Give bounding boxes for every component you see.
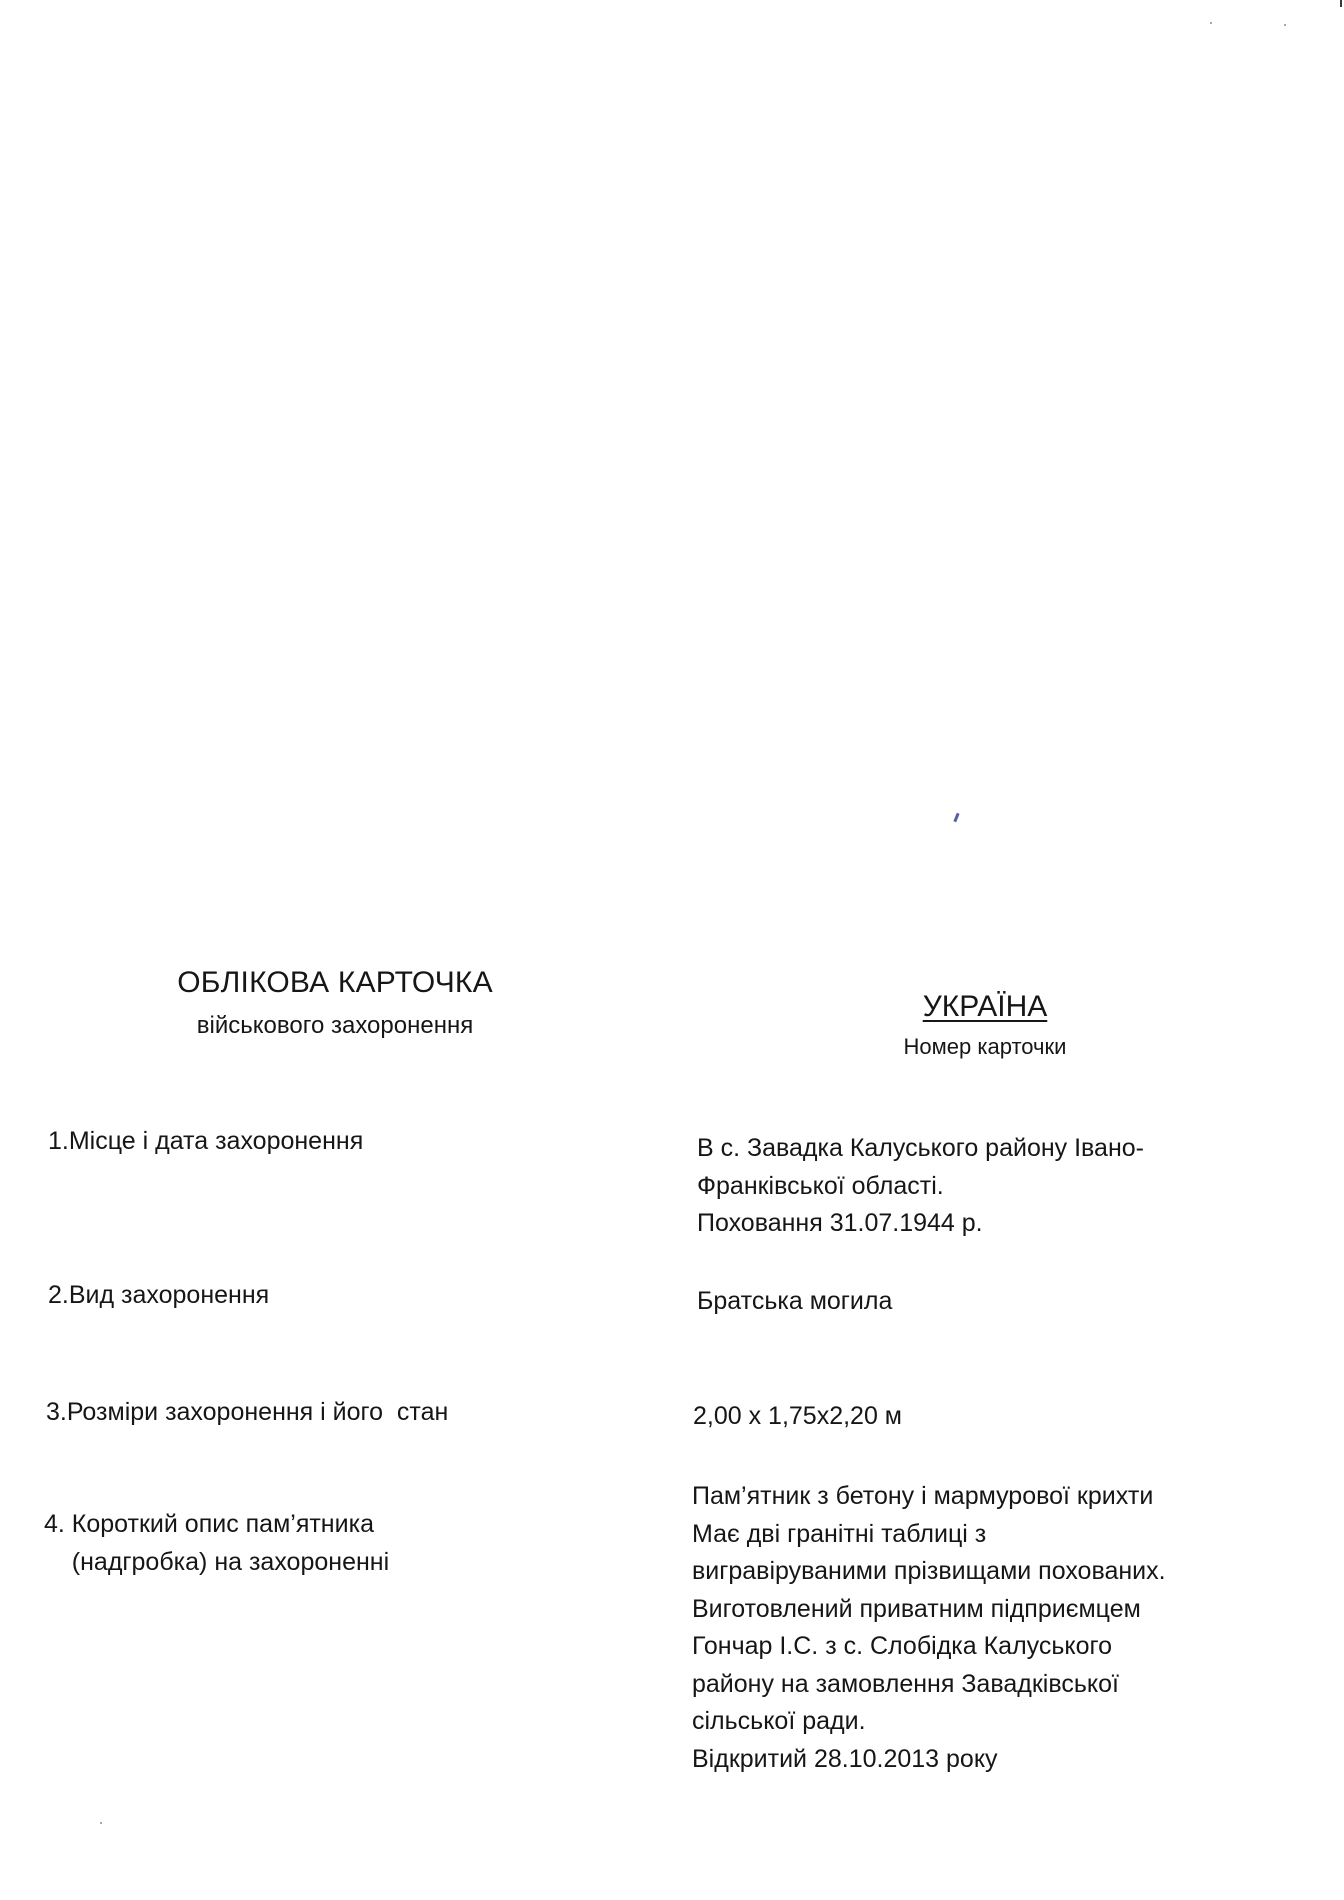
field-label-burial-size-condition: 3.Розміри захоронення і його стан: [46, 1398, 449, 1426]
scan-speck: [100, 1822, 102, 1824]
field-value-burial-size-condition: 2,00 х 1,75х2,20 м: [693, 1402, 902, 1430]
card-number-label: Номер карточки: [903, 1034, 1067, 1059]
scan-speck: [1284, 24, 1286, 26]
card-subtitle: військового захоронення: [196, 1012, 474, 1039]
field-value-monument-description: Пам’ятник з бетону і мармурової крихти Має дві гранітні таблиці з вигравіруваними прізвищами похованих. Виготовлений приватним підприємцем Гончар І.С. з с. Слобідка Калуського району на замовлення Завадківської сільської ради. Відкритий 28.10.2013 року: [692, 1482, 1166, 1773]
field-value-burial-type: Братська могила: [697, 1287, 893, 1315]
field-label-monument-description: 4. Короткий опис пам’ятника (надгробка) на захороненні: [44, 1510, 390, 1576]
scan-edge-mark: [1340, 0, 1342, 7]
scan-speck: [1210, 22, 1212, 24]
ink-mark: [953, 813, 959, 822]
country-heading: УКРАЇНА: [922, 990, 1048, 1023]
field-label-burial-place-date: 1.Місце і дата захоронення: [48, 1127, 364, 1155]
field-value-burial-place-date: В с. Завадка Калуського району Івано- Франківської області. Поховання 31.07.1944 р.: [697, 1134, 1144, 1237]
card-title: ОБЛІКОВА КАРТОЧКА: [177, 966, 493, 999]
field-label-burial-type: 2.Вид захоронення: [48, 1281, 270, 1309]
